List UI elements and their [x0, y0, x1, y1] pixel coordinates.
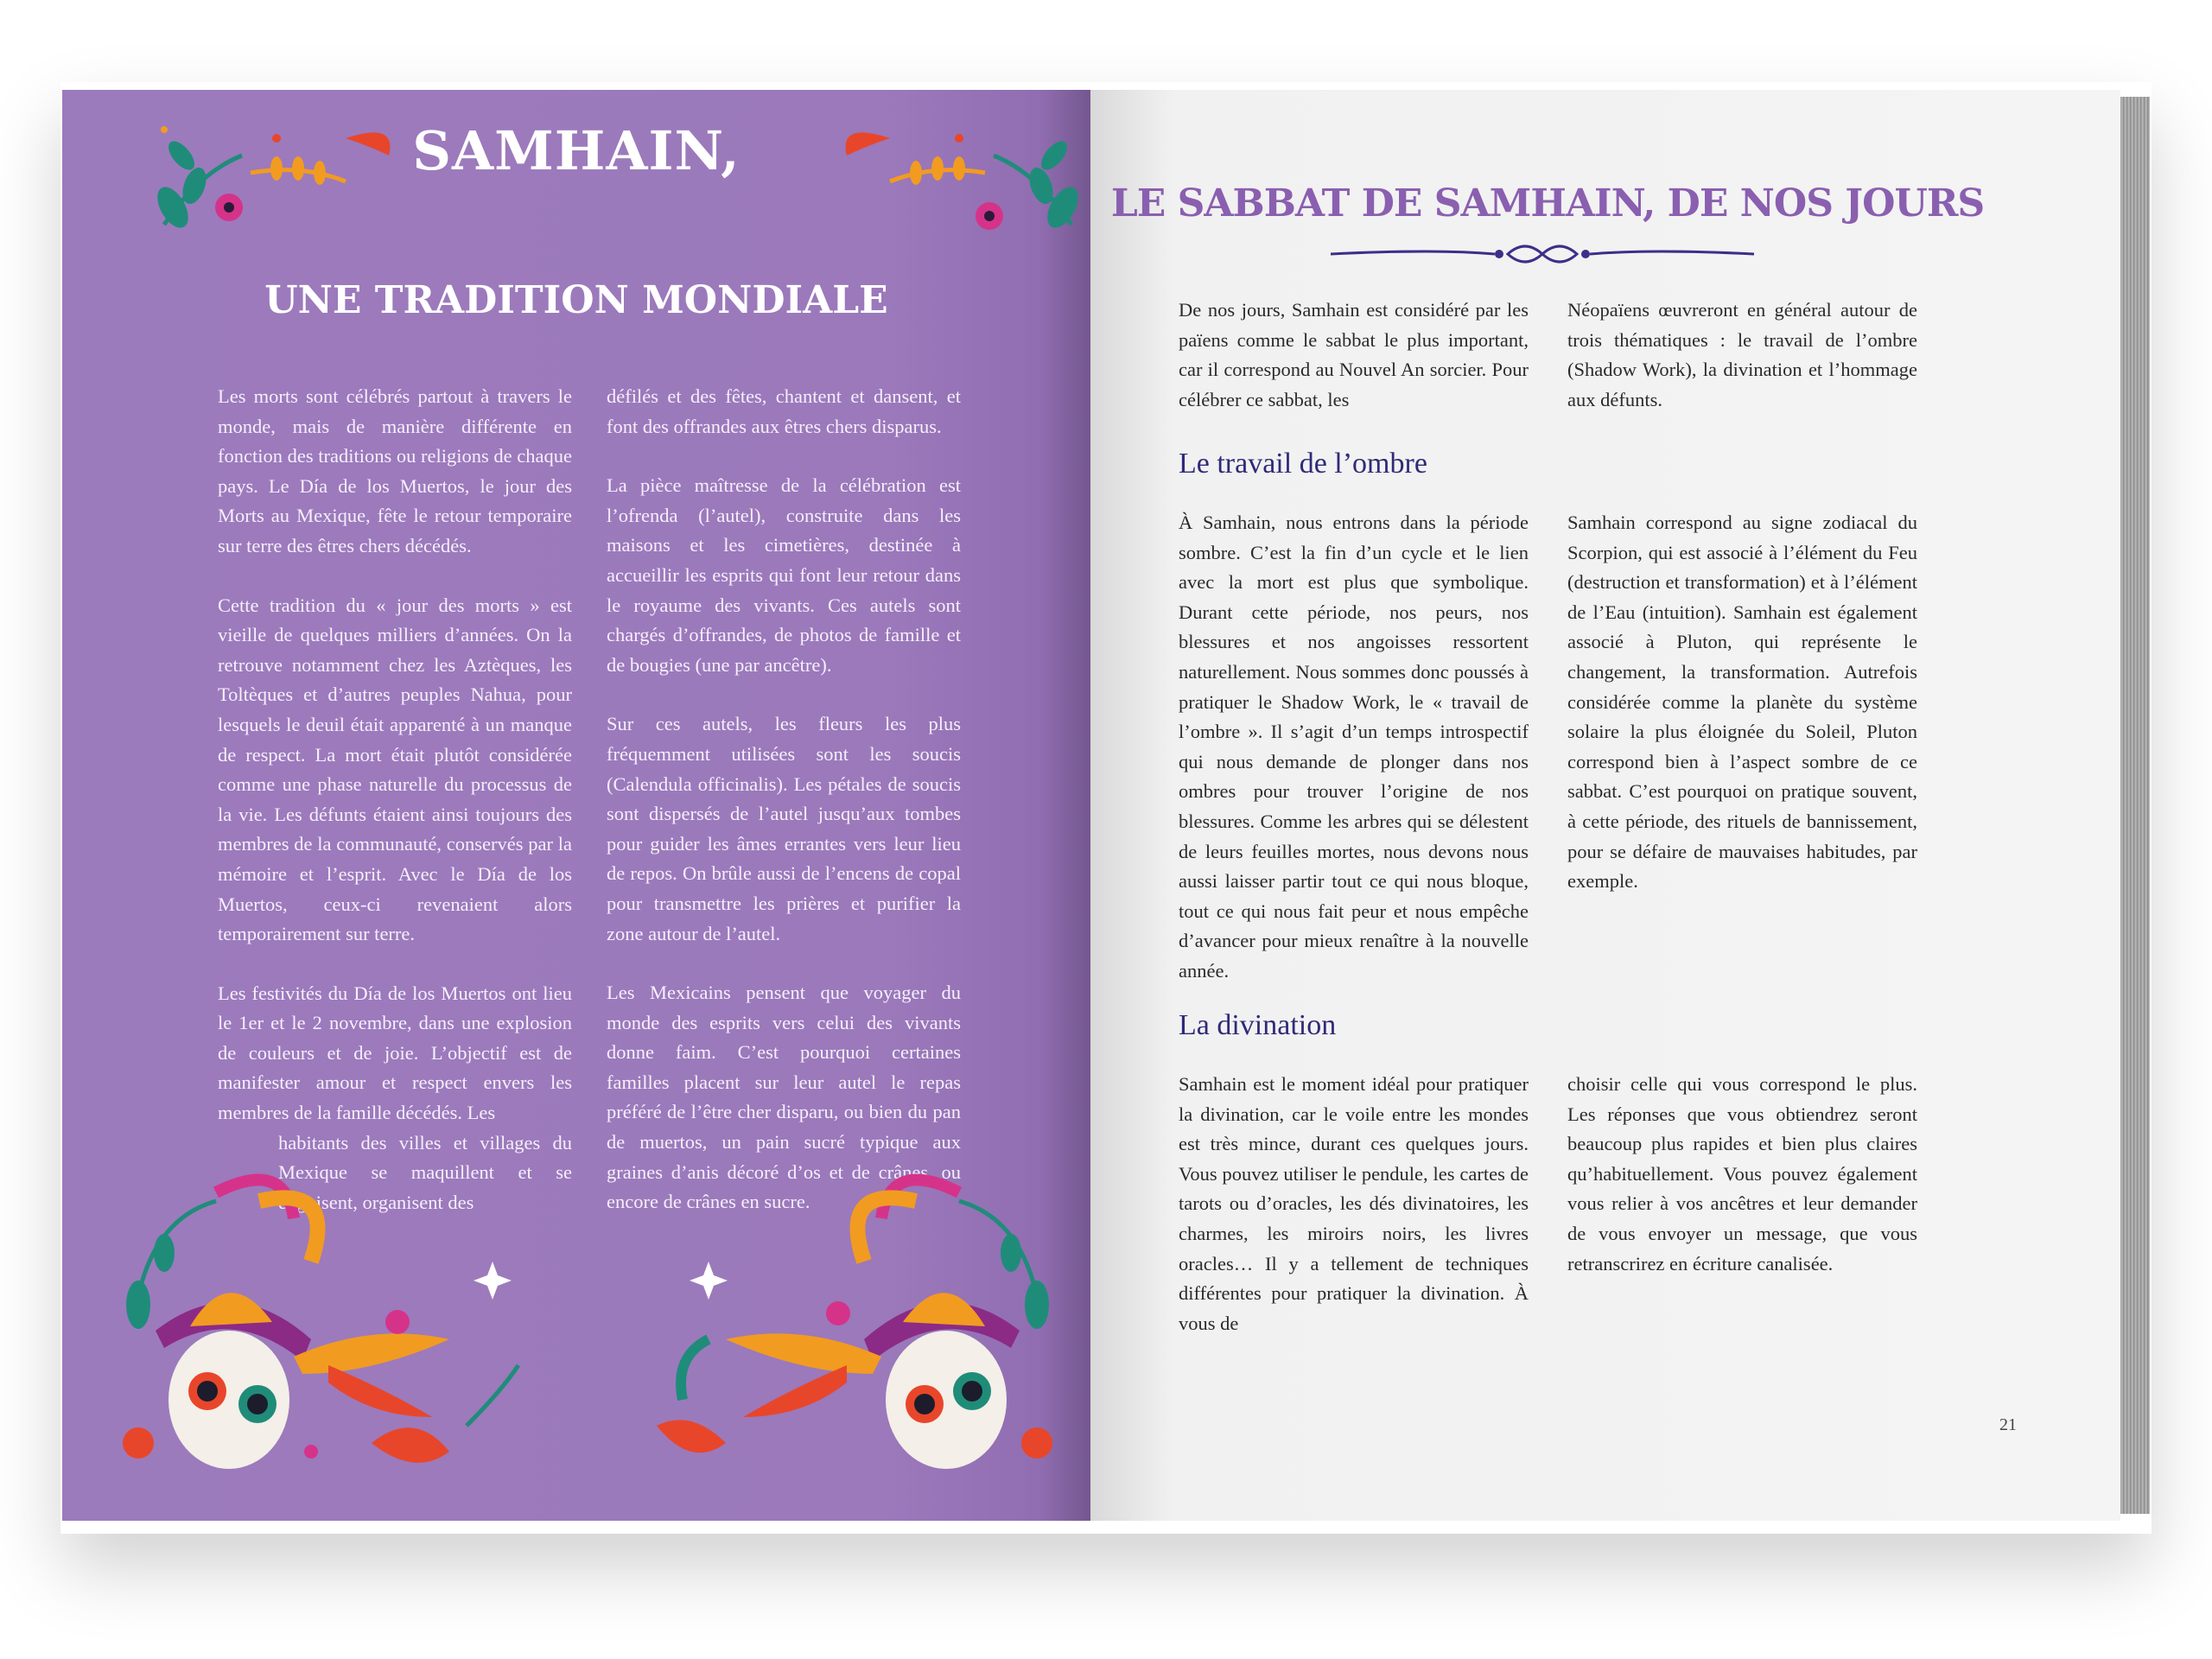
section-heading-divination: La divination [1179, 1009, 1337, 1041]
intro-column-1 [1179, 296, 1529, 415]
floral-decoration-top-left [147, 121, 406, 259]
right-page-title: LE SABBAT DE SAMHAIN, DE NOS JOURS [1110, 181, 1985, 226]
paragraph: La pièce maîtresse de la célébration est l’ofrenda (l’autel), construite dans les maisons et les cimetières, destinée à accueillir les esprits qui font leur retour dans le royaume des vivants. Ces autels sont chargés d’offrandes, de photos de famille et de bougies (une par ancêtre). [607, 474, 961, 676]
section-heading-shadow-work: Le travail de l’ombre [1179, 448, 1427, 480]
paragraph: Les festivités du Día de los Muertos ont lieu le 1er et le 2 novembre, dans une explosion de couleurs et de joie. L’objectif est de manifester amour et respect envers les membres de la famille décédés. Les [218, 982, 572, 1124]
paragraph: Cette tradition du « jour des morts » est vieille de quelques milliers d’années. On la retrouve notamment chez les Aztèques, les Toltèques et d’autres peuples Nahua, pour lesquels le deuil était apparenté à un manque de respect. La mort était plutôt considérée comme une phase naturelle du processus de la vie. Les défunts étaient ainsi toujours des membres de la communauté, conservés par la mémoire et l’esprit. Avec le Día de los Muertos, ceux-ci revenaient alors temporairement sur terre. [218, 594, 572, 945]
paragraph: Samhain est le moment idéal pour pratiquer la divination, car le voile entre les mondes est très mince, durant ces quelques jours. Vous pouvez utiliser le pendule, les cartes de tarots ou d’oracles, les dés divinatoires, les charmes, les miroirs noirs, les livres oracles… Il y a tellement de techniques différentes pour pratiquer la divination. À vous de [1179, 1073, 1529, 1334]
paragraph: Les Mexicains pensent que voyager du monde des esprits vers celui des vivants donne faim. C’est pourquoi certaines familles placent sur leur autel le repas préféré de l’être cher disparu, ou bien du pan de muertos, un pain sucré typique aux graines d’anis décoré d’os et de crânes, ou encore de crânes en sucre. [607, 982, 961, 1213]
paragraph: À Samhain, nous entrons dans la période sombre. C’est la fin d’un cycle et le lien avec la mort est plus que symbolique. Durant cette période, nos peurs, nos blessures et nos angoisses ressortent naturellement. Nous sommes donc poussés à pratiquer le Shadow Work, le « travail de l’ombre ». Il s’agit d’un temps introspectif qui nous demande de plonger dans nos ombres pour trouver l’origine de nos blessures. Comme les arbres qui se délestent de leurs feuilles mortes, nous devons nous aussi laisser partir tout ce qui nous bloque, tout ce qui nous fait peur et nous empêche d’avancer pour mieux renaître à la nouvelle année. [1179, 512, 1529, 982]
paragraph: choisir celle qui vous correspond le plus. Les réponses que vous obtiendrez seront beaucoup plus rapides et bien plus claires qu’habituellement. Vous pouvez également vous relier à vos ancêtres et leur demander de vous envoyer un message, que vous retranscrirez en écriture canalisée. [1567, 1073, 1917, 1274]
paragraph: Les morts sont célébrés partout à travers le monde, mais de manière différente en fonction des traditions ou religions de chaque pays. Le Día de los Muertos, le jour des Morts au Mexique, fête le retour temporaire sur terre des êtres chers décédés. [218, 385, 572, 556]
intro-column-2 [1567, 296, 1917, 415]
left-column-1 [218, 382, 572, 1217]
title-ornament-divider [1331, 237, 1754, 271]
page-edge-stack [2120, 97, 2150, 1514]
section2-column-2 [1567, 1070, 1917, 1279]
sugar-skull-illustration-left [86, 1166, 536, 1495]
paragraph-continued: habitants des villes et villages du Mexique se maquillent et se déguisent, organisent des [278, 1131, 572, 1213]
left-title-line1: SAMHAIN, [412, 119, 741, 182]
left-title-line2: UNE TRADITION MONDIALE [264, 278, 888, 322]
paragraph: De nos jours, Samhain est considéré par les païens comme le sabbat le plus important, car il correspond au Nouvel An sorcier. Pour célébrer ce sabbat, les [1179, 299, 1529, 410]
sugar-skull-illustration-right [639, 1166, 1089, 1495]
paragraph: Néopaïens œuvreront en général autour de trois thématiques : le travail de l’ombre (Shadow Work), la divination et l’hommage aux défunts. [1567, 299, 1917, 410]
floral-decoration-top-right [830, 121, 1089, 259]
paragraph: défilés et des fêtes, chantent et dansent, et font des offrandes aux êtres chers disparus. [607, 385, 961, 437]
page-number: 21 [1999, 1415, 2017, 1434]
section1-column-2 [1567, 508, 1917, 897]
paragraph: Samhain correspond au signe zodiacal du Scorpion, qui est associé à l’élément du Feu (destruction et transformation) et à l’élément de l’Eau (intuition). Samhain est également associé à Pluton, qui représente le changement, la transformation. Autrefois considérée comme la planète du système solaire la plus éloignée du Soleil, Pluton correspond bien à l’aspect sombre de ce sabbat. C’est pourquoi on pratique souvent, à cette période, des rituels de bannissement, pour se défaire de mauvaises habitudes, par exemple. [1567, 512, 1917, 893]
section1-column-1 [1179, 508, 1529, 987]
paragraph: Sur ces autels, les fleurs les plus fréquemment utilisées sont les soucis (Calendula officinalis). Les pétales de soucis sont dispersés de l’autel jusqu’aux tombes pour guider les âmes errantes vers leur lieu de repos. On brûle aussi de l’encens de copal pour transmettre les prières et purifier la zone autour de l’autel. [607, 713, 961, 944]
section2-column-1 [1179, 1070, 1529, 1338]
left-column-2 [607, 382, 961, 1247]
